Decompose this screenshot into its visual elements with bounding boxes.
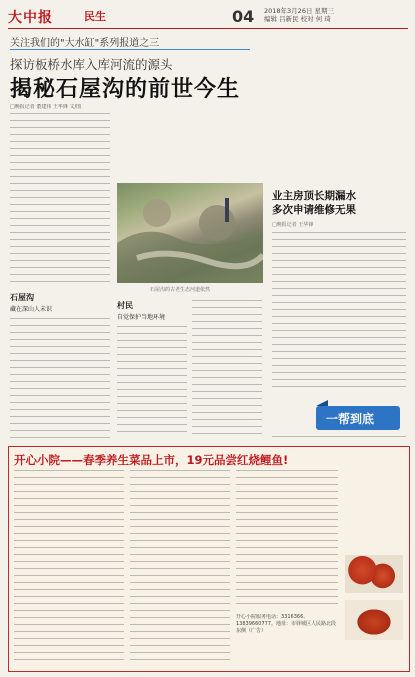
right-byline: □晚报记者 王华锋 bbox=[272, 222, 314, 228]
mid-sidehead: 村民 bbox=[117, 301, 133, 310]
left-sidehead-sub: 藏在深山人未识 bbox=[10, 306, 53, 313]
subheadline: 探访板桥水库入库河流的源头 bbox=[10, 57, 173, 72]
help-badge bbox=[316, 400, 400, 434]
series-kicker: 关注我们的"大水缸"系列报道之三 bbox=[10, 34, 250, 50]
right-headline-1: 业主房顶长期漏水 bbox=[272, 190, 356, 202]
photo-caption: 石屋沟的古老生态河道依然 bbox=[150, 287, 211, 293]
rocks-illustration bbox=[117, 183, 263, 283]
right-article-end bbox=[272, 436, 406, 440]
mid-sidehead-sub: 自觉保护当地环境 bbox=[117, 314, 166, 321]
main-headline: 揭秘石屋沟的前世今生 bbox=[10, 77, 241, 102]
newspaper-logo: 大中报 bbox=[8, 10, 53, 26]
date-text: 2018年3月26日 星期三 bbox=[264, 7, 335, 15]
advertorial-contact: 开心小院服务电话：3316366、13839660777。地址：市驿城区人民路北段东侧（广告） bbox=[236, 614, 336, 634]
article-column-3 bbox=[117, 326, 187, 438]
dish-photo-bottom bbox=[345, 600, 403, 640]
right-article-body bbox=[272, 232, 406, 392]
editors-text: 编辑 吕新民 校对 何 琦 bbox=[264, 15, 331, 23]
dateline bbox=[264, 7, 334, 23]
advertorial-column-1 bbox=[14, 470, 124, 660]
section-label: 民生 bbox=[84, 10, 106, 23]
help-badge-text: 一帮到底 bbox=[326, 412, 375, 426]
article-column-4 bbox=[192, 300, 262, 438]
river-photo bbox=[117, 183, 263, 283]
article-column-1 bbox=[10, 113, 110, 283]
advertorial-column-3 bbox=[236, 470, 338, 610]
article-byline: □晚报记者 董建伟 王华锋 文/图 bbox=[10, 104, 82, 110]
dish-photo-top bbox=[345, 555, 403, 593]
right-headline-2: 多次申请维修无果 bbox=[272, 204, 356, 216]
page-number: 04 bbox=[232, 7, 255, 26]
advertorial-title: 开心小院——春季养生菜品上市，19元品尝红烧鲤鱼! bbox=[14, 453, 289, 467]
left-sidehead: 石屋沟 bbox=[10, 293, 34, 302]
article-column-2 bbox=[10, 318, 110, 438]
advertorial-column-2 bbox=[130, 470, 230, 660]
masthead bbox=[8, 6, 408, 29]
